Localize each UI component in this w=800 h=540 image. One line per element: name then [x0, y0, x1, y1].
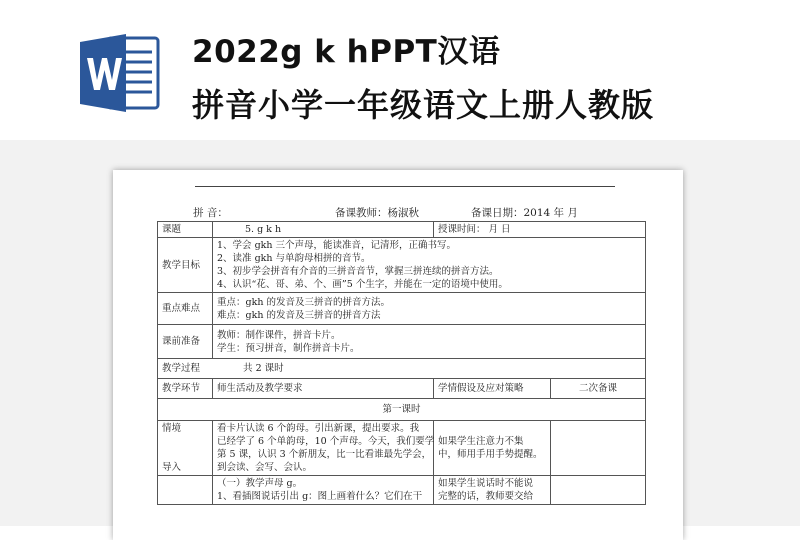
table-row-intro	[158, 421, 646, 476]
keypoint-line: 重点：gkh 的发音及三拼音的拼音方法。	[217, 296, 390, 308]
lesson-label: 课题	[158, 222, 213, 238]
intro-line: 看卡片认读 6 个韵母。引出新课，提出要求。我	[217, 423, 420, 434]
lesson-time: 授课时间： 月 日	[434, 222, 646, 238]
goal-line: 3、初步学会拼音有介音的三拼音音节，掌握三拼连续的拼音方法。	[217, 266, 499, 277]
intro-strategy-line: 如果学生注意力不集	[438, 436, 524, 447]
study-line: （一）教学声母 g。	[217, 478, 303, 489]
study-strategy-line: 完整的话，教师要交给	[438, 491, 534, 502]
lesson-plan-table	[157, 221, 646, 505]
banner	[0, 0, 800, 140]
goal-line: 4、认识“花、哥、弟、个、画”5 个生字，并能在一定的语境中使用。	[217, 279, 508, 290]
page-title-line-1: 2022g k hPPT汉语	[192, 34, 501, 70]
document-page	[113, 170, 683, 540]
intro-line: 到会读、会写、会认。	[217, 462, 313, 473]
process-row	[158, 359, 646, 379]
goals-content	[213, 238, 646, 293]
process-label: 教学过程	[162, 363, 201, 374]
subject-label: 拼 音：	[193, 207, 228, 219]
study-line: 1、看插图说话引出 g：图上画着什么？它们在干	[217, 491, 423, 502]
study-strategy	[434, 476, 551, 505]
table-row-study	[158, 476, 646, 505]
keypoints-content	[213, 293, 646, 325]
intro-second-prep	[551, 421, 646, 476]
header-col-second-prep: 二次备课	[551, 379, 646, 399]
table-row-goals	[158, 238, 646, 293]
word-icon	[78, 32, 164, 114]
keypoints-label: 重点难点	[158, 293, 213, 325]
prep-label: 课前准备	[158, 325, 213, 359]
intro-label-bottom: 导入	[162, 462, 182, 473]
table-row-keypoints	[158, 293, 646, 325]
first-lesson-heading: 第一课时	[158, 399, 646, 421]
intro-line: 已经学了 6 个单韵母，10 个声母。今天，我们要学	[217, 436, 435, 447]
goal-line: 1、学会 gkh 三个声母，能读准音，记清形，正确书写。	[217, 240, 457, 251]
lesson-value: 5. g k h	[213, 222, 434, 238]
table-header-row	[158, 379, 646, 399]
study-strategy-line: 如果学生说话时不能说	[438, 478, 534, 489]
header-col-stage: 教学环节	[158, 379, 213, 399]
intro-content	[213, 421, 434, 476]
goal-line: 2、读准 gkh 与单韵母相拼的音节。	[217, 253, 371, 264]
intro-label	[158, 421, 213, 476]
table-row-process	[158, 359, 646, 379]
intro-line: 第 5 课，认识 3 个新朋友，比一比看谁最先学会，	[217, 449, 432, 460]
prep-line: 教师：制作课件，拼音卡片。	[217, 329, 341, 341]
header-col-activity: 师生活动及教学要求	[213, 379, 434, 399]
intro-strategy	[434, 421, 551, 476]
keypoint-line: 难点：gkh 的发音及三拼音的拼音方法	[217, 309, 381, 321]
study-second-prep	[551, 476, 646, 505]
date-label: 备课日期：2014 年 月	[471, 207, 578, 219]
study-content	[213, 476, 434, 505]
prep-line: 学生：预习拼音，制作拼音卡片。	[217, 342, 360, 354]
header-col-strategy: 学情假设及应对策略	[434, 379, 551, 399]
study-label	[158, 476, 213, 505]
teacher-label: 备课教师：杨淑秋	[335, 207, 419, 219]
intro-strategy-line: 中，师用手用手势提醒。	[438, 449, 543, 460]
table-row-prep	[158, 325, 646, 359]
goals-label: 教学目标	[158, 238, 213, 293]
table-row-first-lesson	[158, 399, 646, 421]
page-title-line-2: 拼音小学一年级语文上册人教版	[192, 86, 655, 124]
intro-label-top: 情境	[162, 423, 182, 434]
prep-content	[213, 325, 646, 359]
process-value: 共 2 课时	[243, 363, 284, 374]
table-row-lesson	[158, 222, 646, 238]
header-rule	[195, 186, 615, 187]
